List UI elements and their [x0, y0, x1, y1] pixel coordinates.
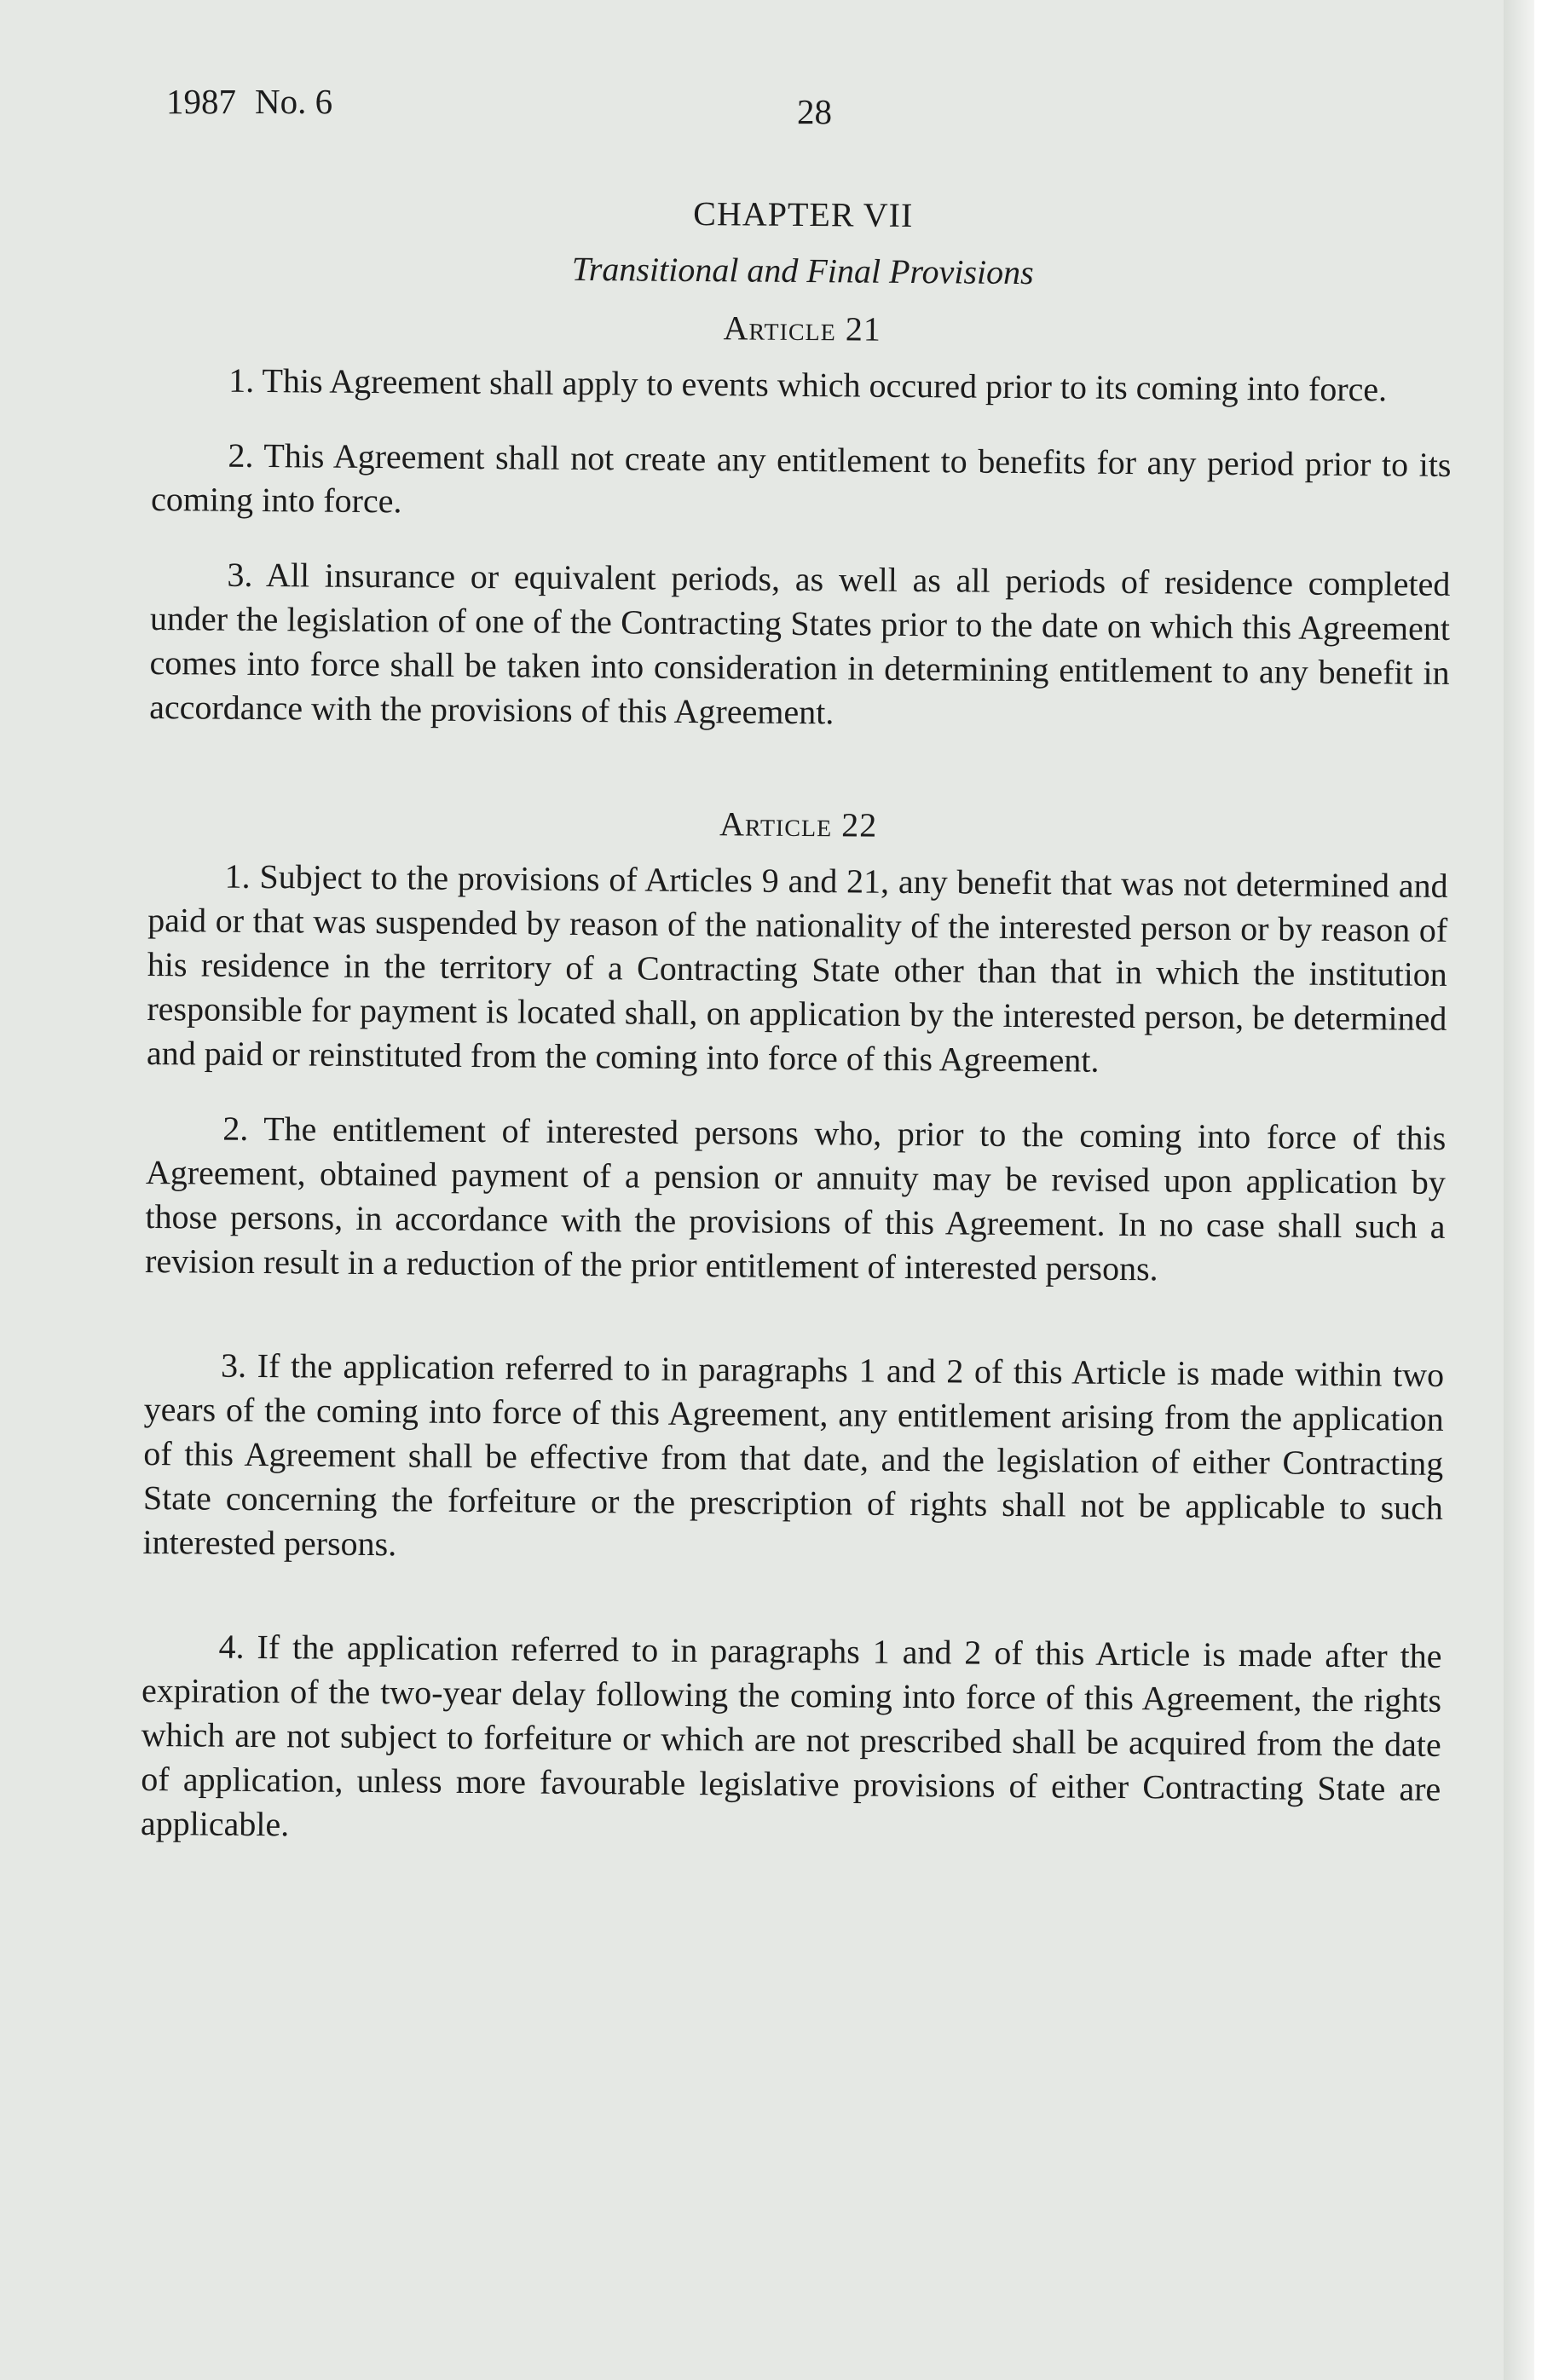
article-22-paragraph-3: 3. If the application referred to in paragraphs 1 and 2 of this Article is made within two years of the coming into force of this Agreement, any entitlement arising from the application of this Agreement shall be effective from that date, and the legislation of either Contracting State concerning the forfeiture or the prescription of rights shall not be applicable to such interested persons. — [142, 1346, 1445, 1564]
chapter-title: CHAPTER VII — [693, 193, 914, 235]
article-21-paragraph-3: 3. All insurance or equivalent periods, as well as all periods of residence completed under the legislation of one of the Contracting States prior to the date on which this Agreement comes into force shall be taken into consideration in determining entitlement to any benefit in accordance with the provisions of this Agreement. — [149, 555, 1451, 732]
page-number: 28 — [797, 92, 832, 131]
header-year: 1987 — [166, 82, 236, 121]
article-21-paragraph-1: 1. This Agreement shall apply to events which occured prior to its coming into force. — [228, 360, 1388, 409]
article-22-heading: Article 22 — [719, 804, 878, 844]
page-edge — [1504, 0, 1534, 2380]
article-21-heading: Article 21 — [723, 308, 881, 349]
article-22-paragraph-2: 2. The entitlement of interested persons who, prior to the coming into force of this Agreement, obtained payment of a pension or annuity may be revised upon application by those persons, in accordance with the provisions of this Agreement. In no case shall such a revision result in a reduction of the prior entitlement of interested persons. — [144, 1109, 1447, 1288]
header-number: No. 6 — [255, 82, 333, 121]
chapter-subtitle: Transitional and Final Provisions — [571, 249, 1034, 292]
document-body — [140, 187, 1453, 1887]
page-header — [166, 81, 832, 131]
article-21-paragraph-2: 2. This Agreement shall not create any entitlement to benefits for any period prior to its coming into force. — [150, 435, 1452, 521]
article-22-paragraph-1: 1. Subject to the provisions of Articles 9 and 21, any benefit that was not determined and paid or that was suspended by reason of the nationality of the interested person or by reason of his residence in the territory of a Contracting State other than that in which the institution responsible for payment is located shall, on application by the interested person, be determined and paid or reinstituted from the coming into force of this Agreement. — [146, 856, 1448, 1080]
article-22-paragraph-4: 4. If the application referred to in paragraphs 1 and 2 of this Article is made after the expiration of the two-year delay following the coming into force of this Agreement, the rights which are not subject to forfeiture or which are not prescribed shall be acquired from the date of application, unless more favourable legislative provisions of either Contracting State are applicable. — [140, 1627, 1442, 1844]
